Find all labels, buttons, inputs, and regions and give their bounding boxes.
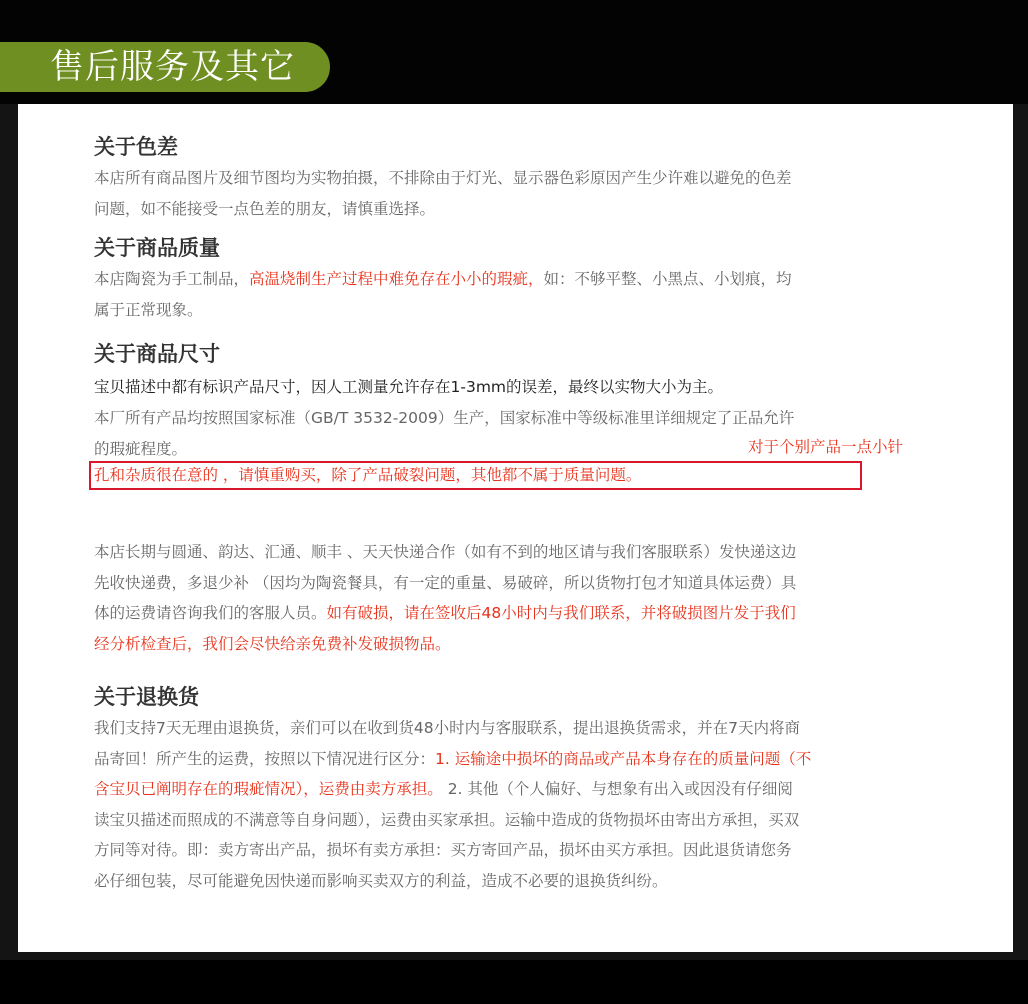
boxed-note: 孔和杂质很在意的 ，请慎重购买，除了产品破裂问题，其他都不属于质量问题。 xyxy=(94,466,642,484)
paragraph-color-difference xyxy=(94,163,964,224)
text-line xyxy=(94,774,964,805)
text-line: 我们支持7天无理由退换货，亲们可以在收到货48小时内与客服联系，提出退换货需求，并在7天内将商 xyxy=(94,719,800,737)
highlight-text: 经分析检查后，我们会尽快给亲免费补发破损物品。 xyxy=(94,634,451,653)
section-title: 售后服务及其它 xyxy=(50,47,295,87)
heading-returns: 关于退换货 xyxy=(94,684,199,709)
text-line: 本店长期与圆通、韵达、汇通、顺丰 、天天快递合作（如有不到的地区请与我们客服联系）发快递这边 xyxy=(94,543,797,561)
text-line: 必仔细包装，尽可能避免因快递而影响买卖双方的利益，造成不必要的退换货纠纷。 xyxy=(94,871,668,890)
section-title-tab xyxy=(0,42,330,92)
size-line-1: 宝贝描述中都有标识产品尺寸，因人工测量允许存在1-3mm的误差，最终以实物大小为主。 xyxy=(94,378,724,396)
heading-color-difference: 关于色差 xyxy=(94,134,178,159)
content-panel xyxy=(18,104,1013,952)
text-line xyxy=(94,744,964,775)
text-line: 方同等对待。即：卖方寄出产品，损坏有卖方承担：买方寄回产品，损坏由买方承担。因此退货请您务 xyxy=(94,841,792,859)
text-line: 本店所有商品图片及细节图均为实物拍摄，不排除由于灯光、显示器色彩原因产生少许难以避免的色差 xyxy=(94,169,792,187)
size-note-highlight: 对于个别产品一点小针 xyxy=(748,438,904,456)
text-segment: 2. 其他（个人偏好、与想象有出入或因没有仔细阅 xyxy=(442,780,793,798)
bottom-strip xyxy=(0,960,1028,1004)
text-line: 问题，如不能接受一点色差的朋友，请慎重选择。 xyxy=(94,199,436,218)
highlight-text: 1. 运输途中损坏的商品或产品本身存在的质量问题（不 xyxy=(435,749,812,768)
text-line: 本厂所有产品均按照国家标准（GB/T 3532-2009）生产，国家标准中等级标准里详细规定了正品允许 xyxy=(94,409,795,427)
highlight-text: 如有破损，请在签收后48小时内与我们联系，并将破损图片发于我们 xyxy=(326,604,796,622)
paragraph-product-quality xyxy=(94,264,964,325)
text-line xyxy=(94,264,964,295)
heading-product-size: 关于商品尺寸 xyxy=(94,341,220,366)
text-line: 读宝贝描述而照成的不满意等自身问题），运费由买家承担。运输中造成的货物损坏由寄出方承担，买双 xyxy=(94,810,800,829)
text-line: 属于正常现象。 xyxy=(94,300,203,319)
text-segment: 如：不够平整、小黑点、小划痕，均 xyxy=(543,270,792,288)
text-line: 先收快递费，多退少补 （因均为陶瓷餐具，有一定的重量、易破碎，所以货物打包才知道具体运费）具 xyxy=(94,573,797,592)
text-segment: 本店陶瓷为手工制品， xyxy=(94,270,250,288)
highlight-text: 含宝贝已阐明存在的瑕疵情况），运费由卖方承担。 xyxy=(94,780,443,798)
text-segment: 品寄回！所产生的运费，按照以下情况进行区分： xyxy=(94,749,436,768)
text-line xyxy=(94,598,964,629)
heading-product-quality: 关于商品质量 xyxy=(94,235,220,260)
text-line: 的瑕疵程度。 xyxy=(94,439,188,458)
paragraph-shipping xyxy=(94,537,964,659)
paragraph-returns xyxy=(94,713,964,896)
text-segment: 体的运费请咨询我们的客服人员。 xyxy=(94,604,327,622)
highlight-text: 高温烧制生产过程中难免存在小小的瑕疵， xyxy=(249,270,544,288)
